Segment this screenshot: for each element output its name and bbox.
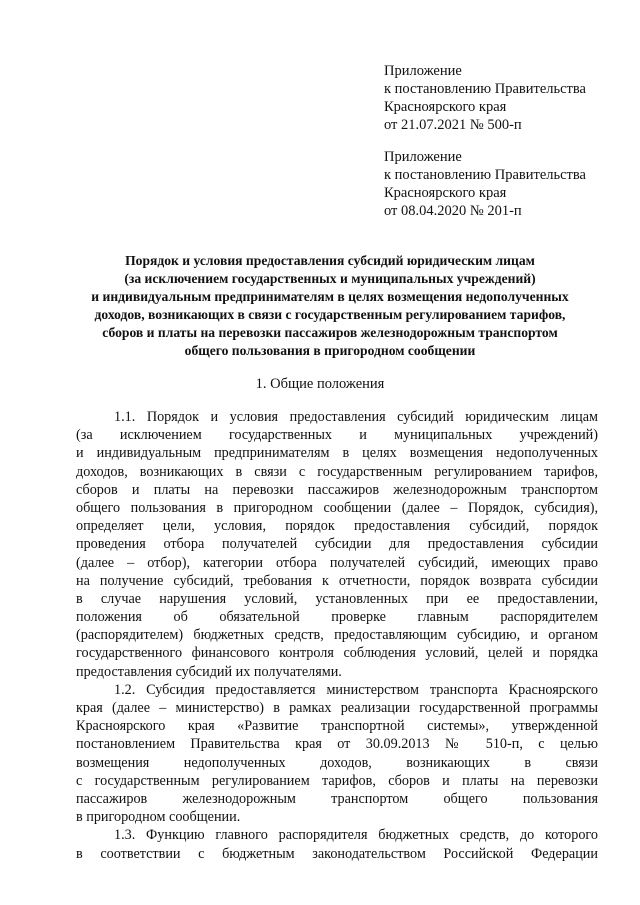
title-line: сборов и платы на перевозки пассажиров железнодорожным транспортом <box>102 325 558 340</box>
title-line: (за исключением государственных и муниципальных учреждений) <box>124 271 536 286</box>
appendix-block-current <box>384 62 624 134</box>
title-line: общего пользования в пригородном сообщении <box>184 343 476 358</box>
section-heading: 1. Общие положения <box>255 376 385 392</box>
appendix-reference: к постановлению Правительства <box>384 81 586 97</box>
paragraph-line: Красноярского края «Развитие транспортной системы», утвержденной <box>76 718 598 735</box>
appendix-label: Приложение <box>384 149 462 165</box>
paragraph-line: общего пользования в пригородном сообщении (далее – Порядок, субсидия), <box>76 499 598 516</box>
paragraph-line: с государственным регулированием тарифов, сборов и платы на перевозки <box>76 772 598 789</box>
appendix-block-original <box>384 148 624 220</box>
appendix-region: Красноярского края <box>384 185 507 201</box>
appendix-date-number: от 08.04.2020 № 201-п <box>384 203 522 219</box>
paragraph-line: определяет цели, условия, порядок предоставления субсидий, порядок <box>76 518 598 535</box>
paragraph-line: в случае нарушения условий, установленных при ее предоставлении, <box>76 590 598 607</box>
paragraph-line: 1.1. Порядок и условия предоставления субсидий юридическим лицам <box>114 409 598 425</box>
title-line: Порядок и условия предоставления субсидий юридическим лицам <box>125 253 535 268</box>
paragraph-line: в соответствии с бюджетным законодательством Российской Федерации <box>76 845 598 862</box>
appendix-region: Красноярского края <box>384 99 507 115</box>
document-title <box>60 252 600 360</box>
paragraph-line: в пригородном сообщении. <box>76 809 241 826</box>
paragraph-line: государственного финансового контроля соблюдения условий, целей и порядка <box>76 645 598 662</box>
paragraph-line: пассажиров железнодорожным транспортом общего пользования <box>76 790 598 807</box>
paragraph-line: предоставления субсидий их получателями. <box>76 663 342 680</box>
paragraph-line: (за исключением государственных и муниципальных учреждений) <box>76 427 598 444</box>
body-text <box>76 408 598 863</box>
appendix-reference: к постановлению Правительства <box>384 167 586 183</box>
paragraph-line: на получение субсидий, требования к отчетности, порядок возврата субсидии <box>76 572 598 589</box>
paragraph-line: постановлением Правительства края от 30.09.2013 № 510-п, с целью <box>76 736 598 753</box>
paragraph-line: (распорядителем) бюджетных средств, предоставляющим субсидию, и органом <box>76 627 598 644</box>
paragraph-line: (далее – отбор), категории отбора получателей субсидий, имеющих право <box>76 554 598 571</box>
paragraph-line: проведения отбора получателей субсидии для предоставления субсидии <box>76 536 598 553</box>
title-line: доходов, возникающих в связи с государственным регулированием тарифов, <box>94 307 566 322</box>
paragraph-line: 1.2. Субсидия предоставляется министерством транспорта Красноярского <box>114 681 598 698</box>
paragraph-line: сборов и платы на перевозки пассажиров железнодорожным транспортом <box>76 481 598 498</box>
paragraph-line: края (далее – министерство) в рамках реализации государственной программы <box>76 700 598 716</box>
title-line: и индивидуальным предпринимателям в целях возмещения недополученных <box>91 289 569 304</box>
paragraph-line: 1.3. Функцию главного распорядителя бюджетных средств, до которого <box>114 827 598 844</box>
paragraph-line: доходов, возникающих в связи с государственным регулированием тарифов, <box>76 463 598 480</box>
paragraph-line: положения об обязательной проверке главным распорядителем <box>76 609 598 626</box>
appendix-date-number: от 21.07.2021 № 500-п <box>384 117 522 133</box>
paragraph-line: возмещения недополученных доходов, возникающих в связи <box>76 754 598 771</box>
paragraph-line: и индивидуальным предпринимателям в целях возмещения недополученных <box>76 445 598 462</box>
appendix-label: Приложение <box>384 63 462 79</box>
